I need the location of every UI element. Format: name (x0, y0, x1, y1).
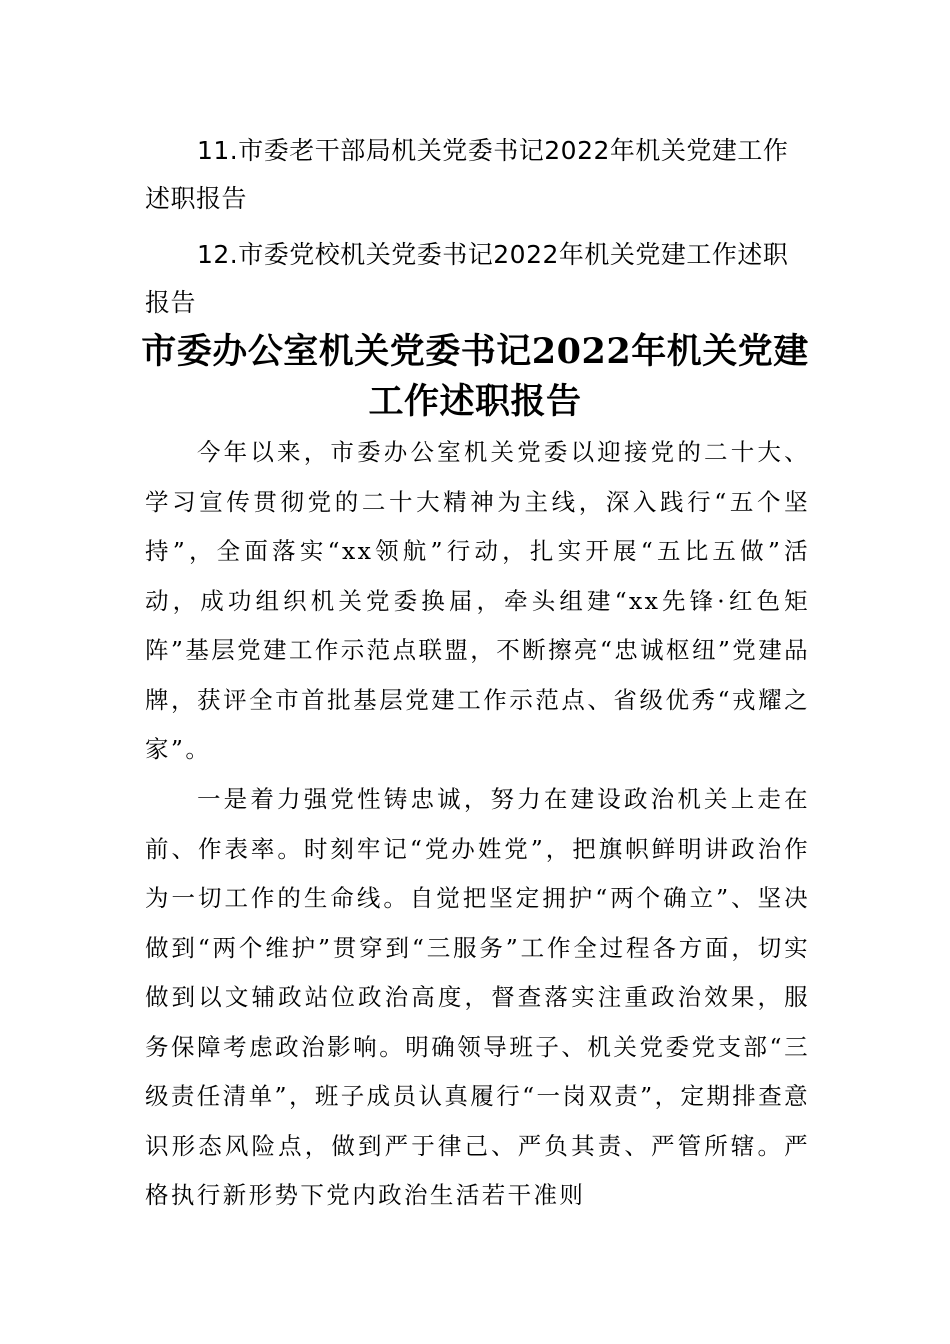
toc-entry-12 (145, 231, 810, 327)
document-title: 市委办公室机关党委书记2022年机关党建工作述职报告 (141, 331, 809, 422)
toc-entry-11 (145, 127, 810, 223)
toc-entry-text: 11.市委老干部局机关党委书记2022年机关党建工作述职报告 (145, 136, 789, 213)
body-paragraph-intro (145, 428, 810, 775)
paragraph-text: 今年以来，市委办公室机关党委以迎接党的二十大、学习宣传贯彻党的二十大精神为主线，深入践行“五个坚持”，全面落实“xx领航”行动，扎实开展“五比五做”活动，成功组织机关党委换届，牵头组建“xx先锋·红色矩阵”基层党建工作示范点联盟，不断擦亮“忠诚枢纽”党建品牌，获评全市首批基层党建工作示范点、省级优秀“戎耀之家”。 (145, 438, 810, 763)
toc-entry-text: 12.市委党校机关党委书记2022年机关党建工作述职报告 (145, 240, 789, 317)
paragraph-text: 一是着力强党性铸忠诚，努力在建设政治机关上走在前、作表率。时刻牢记“党办姓党”，把旗帜鲜明讲政治作为一切工作的生命线。自觉把坚定拥护“两个确立”、坚决做到“两个维护”贯穿到“三服务”工作全过程各方面，切实做到以文辅政站位政治高度，督查落实注重政治效果，服务保障考虑政治影响。明确领导班子、机关党委党支部“三级责任清单”，班子成员认真履行“一岗双责”，定期排查意识形态风险点，做到严于律己、严负其责、严管所辖。严格执行新形势下党内政治生活若干准则 (145, 785, 810, 1209)
body-paragraph-first-point (145, 775, 810, 1221)
